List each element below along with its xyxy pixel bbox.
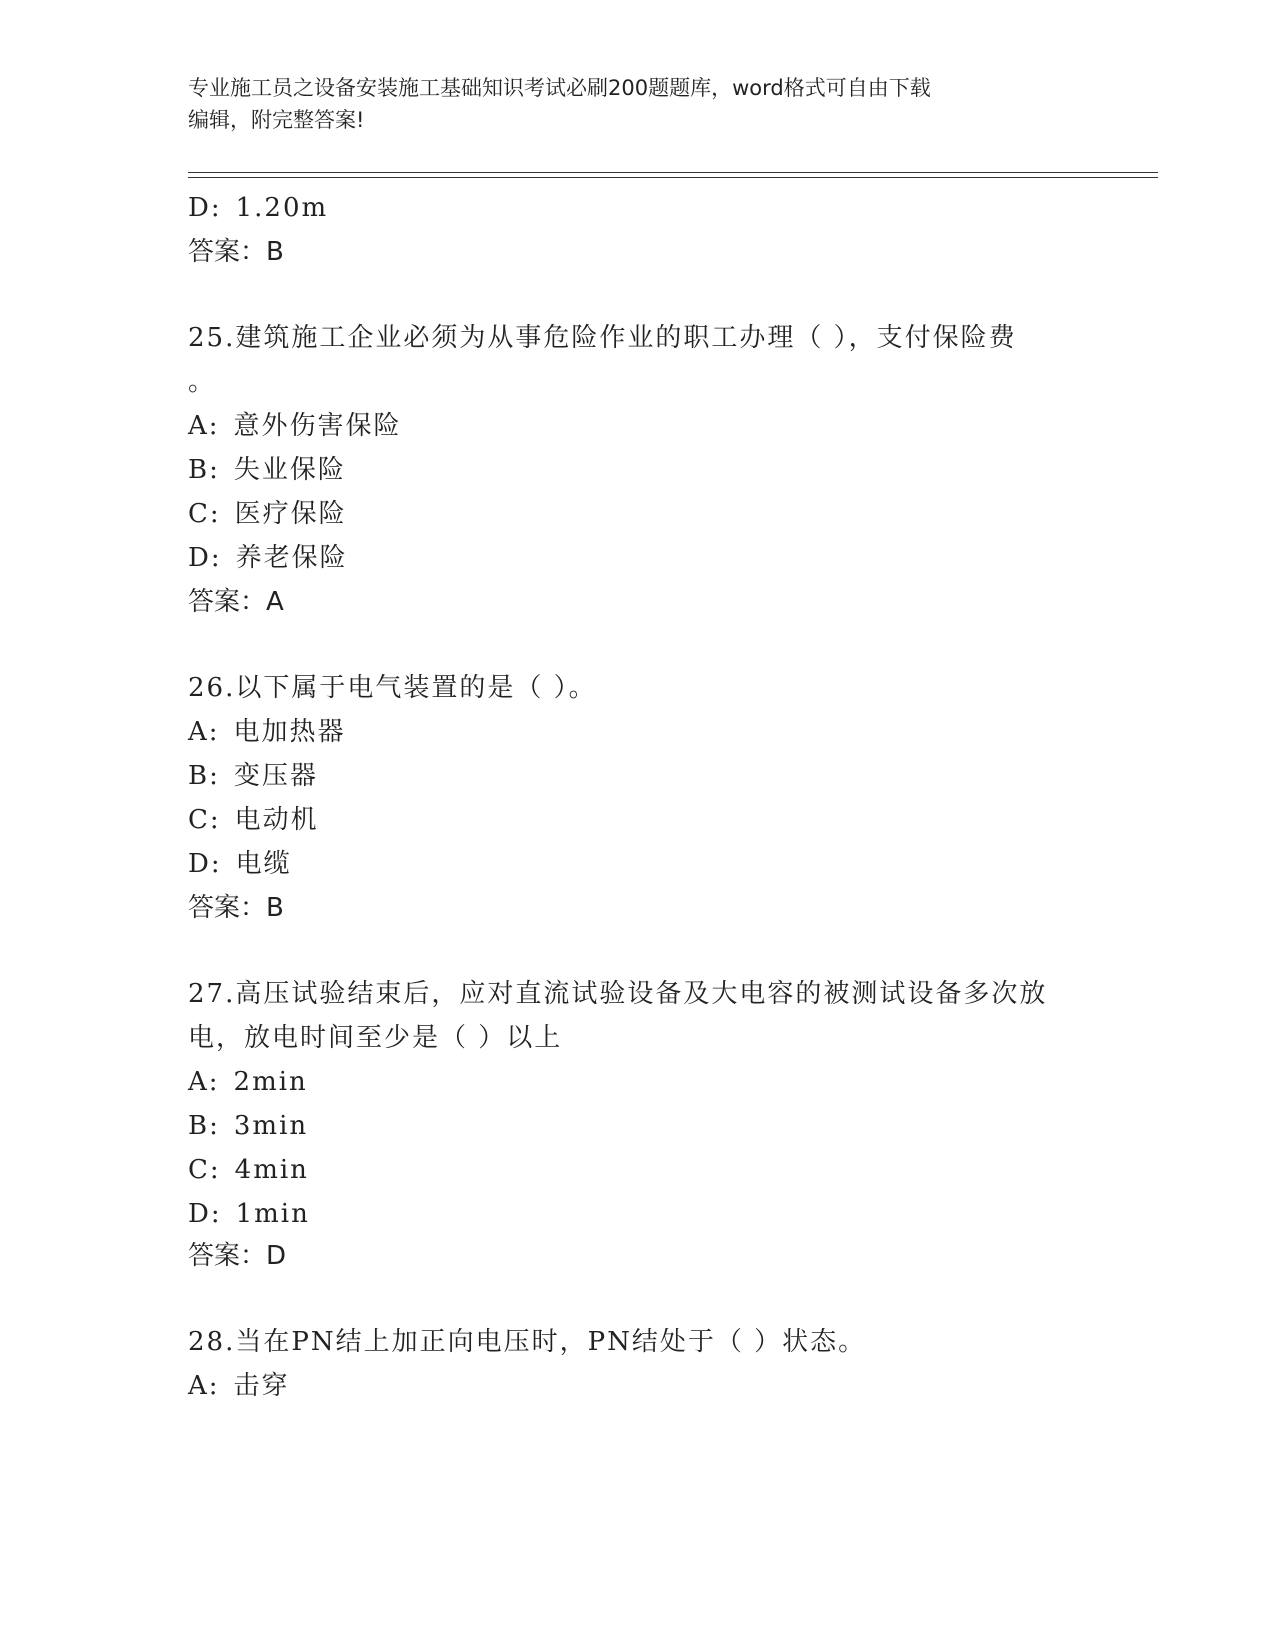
question-25-option-d	[188, 538, 348, 578]
option-text: 3min	[233, 1111, 309, 1141]
question-25-option-a	[188, 406, 402, 446]
question-27-stem-line-1: 27.高压试验结束后，应对直流试验设备及大电容的被测试设备多次放	[188, 979, 1048, 1009]
question-28-stem-line-1: 28.当在PN结上加正向电压时，PN结处于（ ）状态。	[188, 1327, 867, 1357]
question-27-stem-line-2: 电，放电时间至少是（ ）以上	[188, 1023, 563, 1053]
option-text: 击穿	[233, 1371, 290, 1401]
option-key: D:	[188, 543, 222, 573]
option-key: D:	[188, 849, 222, 879]
header-divider-top	[188, 172, 1158, 173]
option-key: A:	[188, 1371, 220, 1401]
option-text: 养老保险	[235, 543, 348, 573]
option-text: 4min	[234, 1155, 309, 1185]
header-title-line-2: 编辑，附完整答案!	[188, 108, 365, 132]
option-key: D:	[188, 1199, 222, 1229]
option-text: 电加热器	[233, 717, 346, 747]
question-27-option-c	[188, 1150, 309, 1190]
option-text: 电缆	[235, 849, 292, 879]
option-text: 失业保险	[233, 455, 346, 485]
answer-line: 答案：B	[188, 237, 284, 267]
question-27-option-a	[188, 1062, 308, 1102]
option-key: B:	[188, 761, 220, 791]
question-27-answer: 答案：D	[188, 1241, 287, 1271]
question-25-option-c	[188, 494, 347, 534]
option-text: 1.20m	[235, 193, 329, 223]
question-26-option-b	[188, 756, 318, 796]
option-key: A:	[188, 411, 220, 441]
question-26-option-d	[188, 844, 292, 884]
question-27-option-d	[188, 1194, 310, 1234]
question-26-option-c	[188, 800, 319, 840]
option-key: C:	[188, 805, 221, 835]
option-text: 变压器	[233, 761, 318, 791]
option-text: 医疗保险	[234, 499, 347, 529]
question-26-stem-line-1: 26.以下属于电气装置的是（ ）。	[188, 673, 597, 703]
option-text: 意外伤害保险	[233, 411, 402, 441]
question-25-option-b	[188, 450, 346, 490]
option-key: A:	[188, 717, 220, 747]
option-text: 2min	[233, 1067, 308, 1097]
option-key: D:	[188, 193, 222, 223]
option-key: A:	[188, 1067, 220, 1097]
option-d	[188, 188, 328, 228]
question-25-stem-line-2: 。	[188, 367, 217, 397]
header-divider-bottom	[188, 177, 1158, 178]
question-28-option-a	[188, 1366, 290, 1406]
option-key: C:	[188, 499, 221, 529]
option-text: 电动机	[234, 805, 319, 835]
option-text: 1min	[235, 1199, 310, 1229]
question-26-answer: 答案：B	[188, 893, 284, 923]
question-25-stem-line-1: 25.建筑施工企业必须为从事危险作业的职工办理（ ），支付保险费	[188, 323, 1017, 353]
option-key: B:	[188, 455, 220, 485]
option-key: B:	[188, 1111, 220, 1141]
question-27-option-b	[188, 1106, 308, 1146]
header-title-line-1: 专业施工员之设备安装施工基础知识考试必刷200题题库，word格式可自由下载	[188, 76, 931, 100]
question-26-option-a	[188, 712, 346, 752]
question-25-answer: 答案：A	[188, 587, 284, 617]
option-key: C:	[188, 1155, 221, 1185]
